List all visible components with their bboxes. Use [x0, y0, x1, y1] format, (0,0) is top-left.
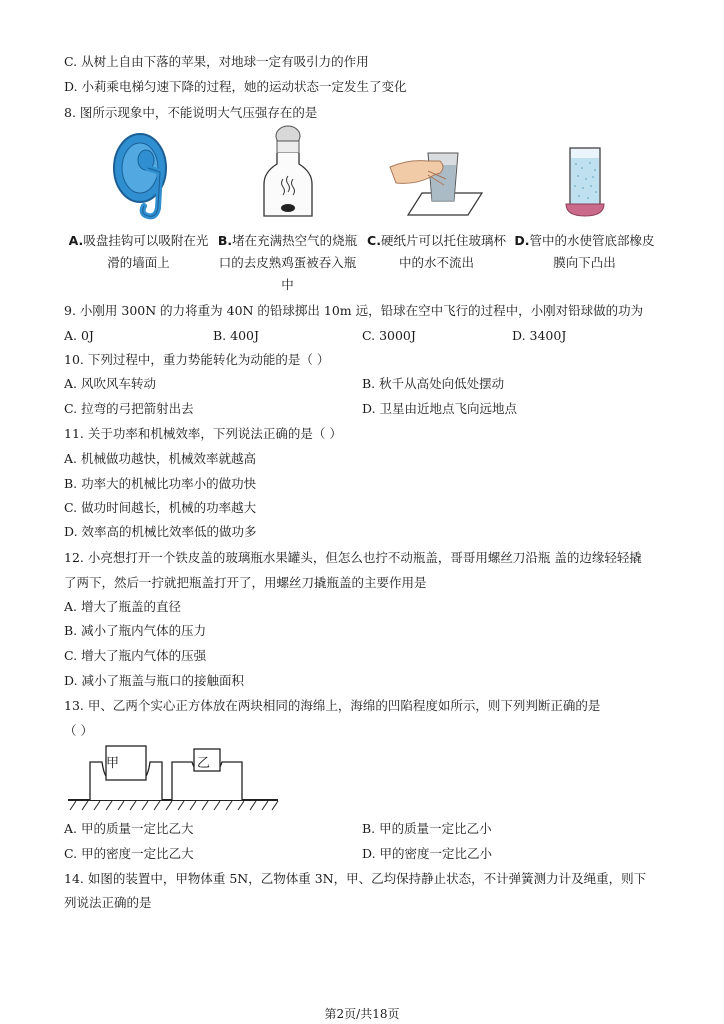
cube-label-yi: 乙 — [197, 756, 211, 771]
q13-stem: 13. 甲、乙两个实心正方体放在两块相同的海绵上，海绵的凹陷程度如所示，则下列判断正确的是 — [64, 698, 601, 713]
q11-option-b: B. 功率大的机械比功率小的做功快 — [64, 476, 257, 491]
egg-bottle-figure — [258, 124, 318, 222]
cardboard-cup-figure — [388, 145, 488, 223]
q11-option-c: C. 做功时间越长，机械的功率越大 — [64, 500, 257, 515]
q12-option-c: C. 增大了瓶内气体的压强 — [64, 648, 207, 663]
membrane-tube-figure — [560, 146, 610, 222]
q14-stem-line1: 14. 如图的装置中，甲物体重 5N，乙物体重 3N，甲、乙均保持静止状态，不计弹簧测力计及绳重，则下 — [64, 871, 647, 886]
q14-stem-line2: 列说法正确的是 — [64, 895, 152, 910]
q13-option-c: C. 甲的密度一定比乙大 — [64, 846, 194, 861]
q10-option-d: D. 卫星由近地点飞向远地点 — [362, 401, 518, 416]
q10-option-a: A. 风吹风车转动 — [64, 376, 156, 391]
q9-option-b: B. 400J — [213, 328, 260, 343]
q8-option-a: A.吸盘挂钩可以吸附在光 滑的墙面上 — [68, 233, 209, 270]
q13-option-d: D. 甲的密度一定比乙小 — [362, 846, 493, 861]
q12-option-a: A. 增大了瓶盖的直径 — [64, 599, 181, 614]
q8-option-d: D.管中的水使管底部橡皮 膜向下凸出 — [514, 233, 655, 270]
q8-option-c: C.硬纸片可以托住玻璃杯 中的水不流出 — [367, 233, 506, 270]
q8-option-b: B.堵在充满热空气的烧瓶 口的去皮熟鸡蛋被吞入瓶 中 — [217, 233, 358, 292]
q9-option-c: C. 3000J — [362, 328, 416, 343]
q9-option-a: A. 0J — [64, 328, 94, 343]
q11-option-d: D. 效率高的机械比效率低的做功多 — [64, 524, 257, 539]
page-footer: 第2页/共18页 — [324, 1007, 400, 1021]
q12-stem-line1: 12. 小亮想打开一个铁皮盖的玻璃瓶水果罐头，但怎么也拧不动瓶盖，哥哥用螺丝刀沿瓶 盖的边缘轻轻撬 — [64, 550, 642, 565]
q9-stem: 9. 小刚用 300N 的力将重为 40N 的铅球掷出 10m 远，铅球在空中飞行的过程中，小刚对铅球做的功为 — [64, 303, 644, 318]
q10-option-c: C. 拉弯的弓把箭射出去 — [64, 401, 194, 416]
q10-stem: 10. 下列过程中，重力势能转化为动能的是（ ） — [64, 352, 330, 367]
q8-stem: 8. 图所示现象中，不能说明大气压强存在的是 — [64, 105, 318, 120]
q7-option-c: C. 从树上自由下落的苹果，对地球一定有吸引力的作用 — [64, 54, 369, 69]
cube-label-jia: 甲 — [106, 756, 120, 771]
q12-option-d: D. 减小了瓶盖与瓶口的接触面积 — [64, 673, 245, 688]
q13-option-b: B. 甲的质量一定比乙小 — [362, 821, 492, 836]
q11-stem: 11. 关于功率和机械效率，下列说法正确的是（ ） — [64, 426, 342, 441]
q10-option-b: B. 秋千从高处向低处摆动 — [362, 376, 505, 391]
sponge-cubes-figure — [66, 744, 280, 814]
q13-answer-paren: （ ） — [64, 723, 93, 738]
suction-hook-figure — [100, 128, 200, 223]
q11-option-a: A. 机械做功越快，机械效率就越高 — [64, 451, 256, 466]
q9-option-d: D. 3400J — [512, 328, 567, 343]
q12-option-b: B. 减小了瓶内气体的压力 — [64, 623, 207, 638]
q7-option-d: D. 小莉乘电梯匀速下降的过程，她的运动状态一定发生了变化 — [64, 79, 407, 94]
q13-option-a: A. 甲的质量一定比乙大 — [64, 821, 194, 836]
q12-stem-line2: 了两下，然后一拧就把瓶盖打开了，用螺丝刀撬瓶盖的主要作用是 — [64, 575, 427, 590]
